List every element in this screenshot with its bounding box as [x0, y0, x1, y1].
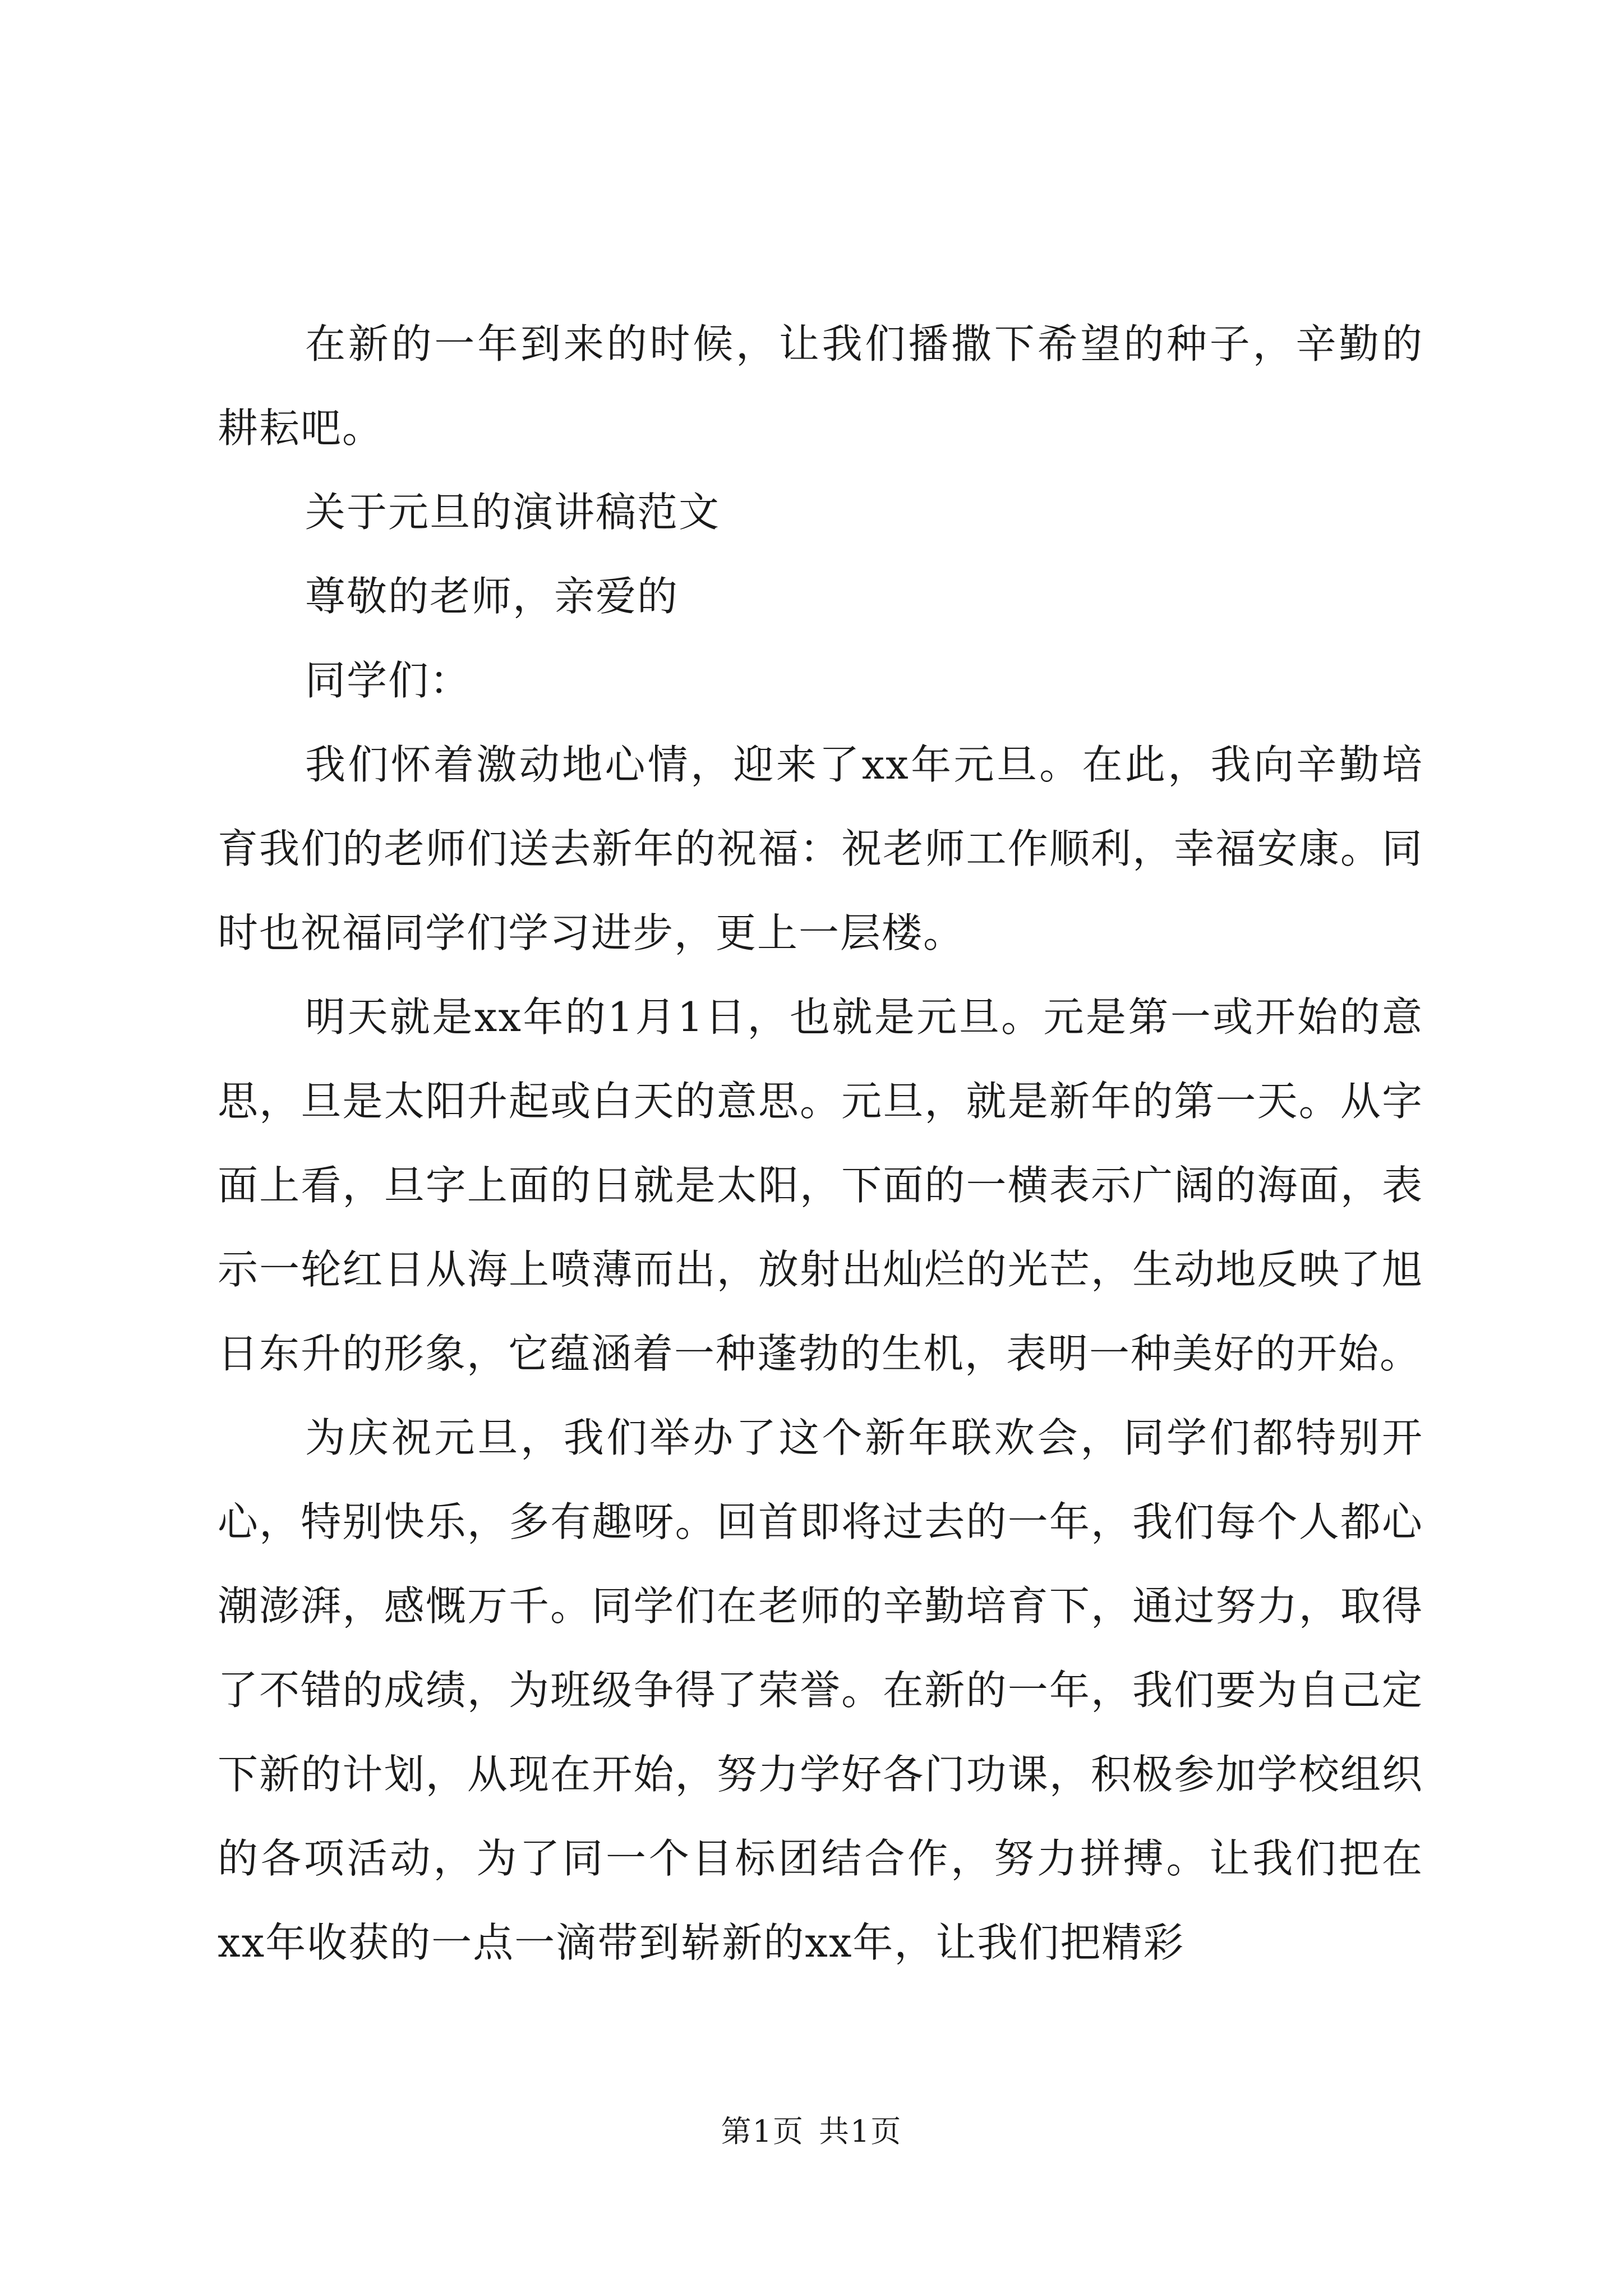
salutation-teachers: 尊敬的老师，亲爱的	[305, 573, 679, 620]
paragraph-greeting: 我们怀着激动地心情，迎来了xx年元旦。在此，我向辛勤培育我们的老师们送去新年的祝福：祝老师工作顺利，幸福安康。同时也祝福同学们学习进步，更上一层楼。	[218, 741, 1423, 956]
document-body	[218, 302, 1423, 1985]
speech-title: 关于元旦的演讲稿范文	[305, 489, 721, 536]
page-footer	[0, 2109, 1623, 2154]
page-number: 第1页	[721, 2114, 804, 2149]
page-total: 共1页	[819, 2114, 902, 2149]
salutation-students: 同学们：	[305, 657, 472, 704]
paragraph-closing-line: 在新的一年到来的时候，让我们播撒下希望的种子，辛勤的耕耘吧。	[218, 320, 1423, 452]
paragraph-meaning-of-new-year: 明天就是xx年的1月1日，也就是元旦。元是第一或开始的意思，旦是太阳升起或白天的意思。元旦，就是新年的第一天。从字面上看，旦字上面的日就是太阳，下面的一横表示广阔的海面，表示一轮红日从海上喷薄而出，放射出灿烂的光芒，生动地反映了旭日东升的形象，它蕴涵着一种蓬勃的生机，表明一种美好的开始。	[218, 993, 1423, 1377]
paragraph-celebration: 为庆祝元旦，我们举办了这个新年联欢会，同学们都特别开心，特别快乐，多有趣呀。回首即将过去的一年，我们每个人都心潮澎湃，感慨万千。同学们在老师的辛勤培育下，通过努力，取得了不错的成绩，为班级争得了荣誉。在新的一年，我们要为自己定下新的计划，从现在开始，努力学好各门功课，积极参加学校组织的各项活动，为了同一个目标团结合作，努力拼搏。让我们把在xx年收获的一点一滴带到崭新的xx年，让我们把精彩	[218, 1414, 1423, 1966]
